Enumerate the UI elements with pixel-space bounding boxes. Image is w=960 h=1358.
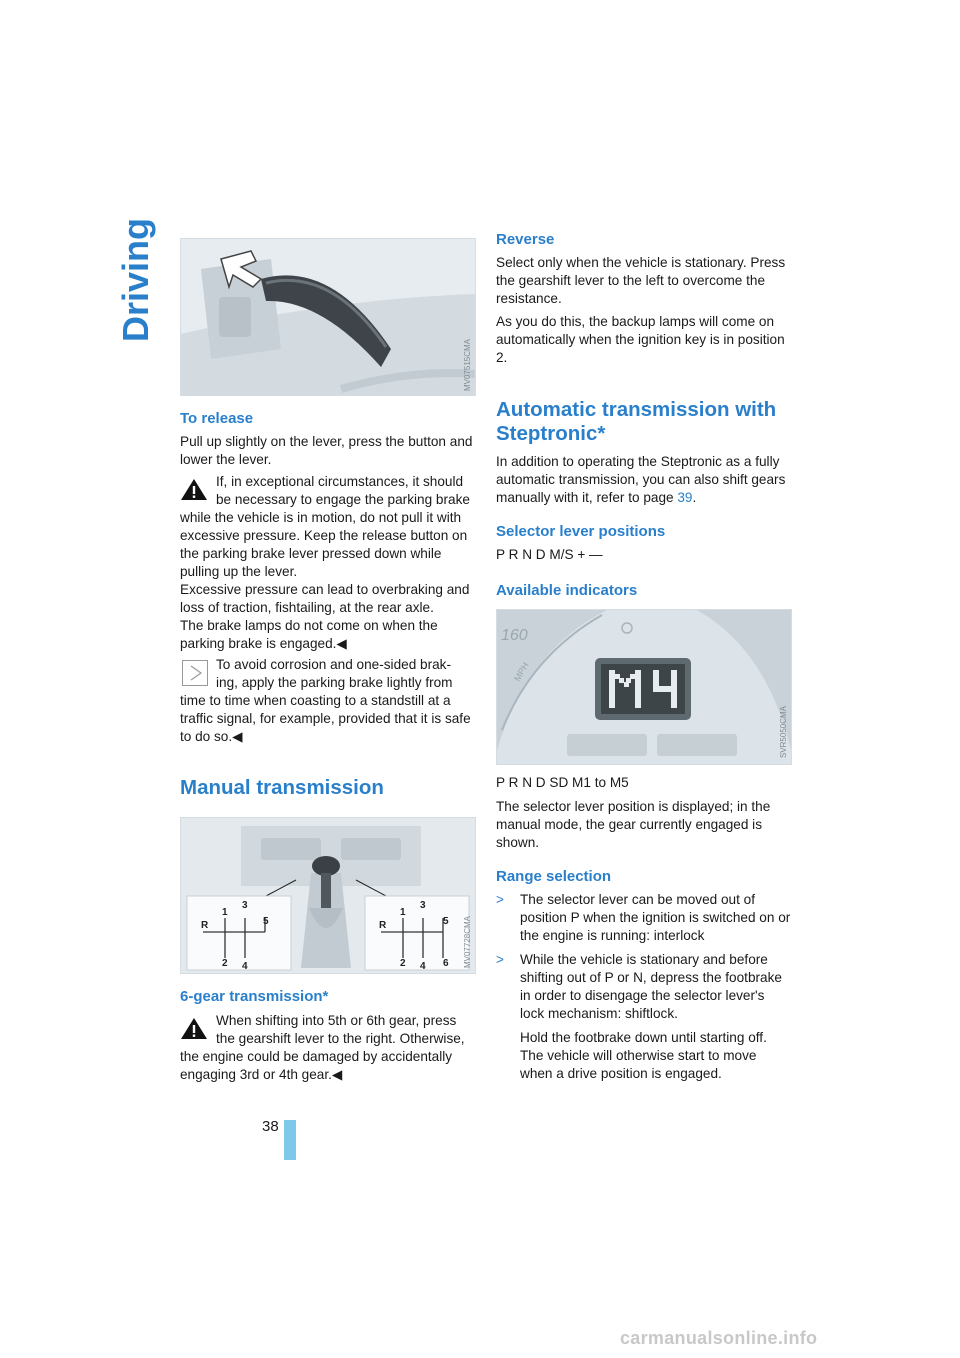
indicator-display-figure [496,609,792,765]
shift-right-4: 4 [420,961,426,972]
shift-right-3: 3 [420,900,426,911]
note-icon [182,660,208,686]
note-line: To avoid corrosion and one-sided brak- [216,657,452,672]
warning-line: engaging 3rd or 4th gear.◀ [180,1067,343,1082]
indicator-description: The selector lever position is displayed; in the manual mode, the gear currently engaged is shown. [496,799,771,850]
list-item [496,891,792,945]
bullet-marker: > [496,892,504,907]
warning-line: parking brake is engaged.◀ [180,636,347,651]
automatic-text-main: In addition to operating the Steptronic as a fully automatic transmission, you can also shift gears manually with it, refer to page [496,454,786,505]
bullet-text: Hold the footbrake down until starting off. The vehicle will otherwise start to move when a drive position is engaged. [520,1030,767,1081]
shift-left-3: 3 [242,900,248,911]
shift-right-5: 5 [443,916,449,927]
page-number: 38 [262,1118,279,1135]
range-list [496,891,792,1083]
shift-left-5: 5 [263,916,269,927]
shift-left-2: 2 [222,958,228,969]
warning-block-1 [180,473,476,653]
note-block-1 [180,656,476,746]
bullet-text: While the vehicle is stationary and before shifting out of P or N, depress the footbrake in order to disengage the selector lever's lock mechanism: shiftlock. [520,952,782,1021]
warning-block-2 [180,1012,476,1084]
shift-left-4: 4 [242,961,248,972]
note-line: ing, apply the parking brake lightly from [216,675,453,690]
automatic-transmission-heading [496,398,796,446]
shift-right-6: 6 [443,958,449,969]
shift-left-r: R [201,920,209,931]
auto-heading-line-2: Steptronic* [496,422,606,445]
warning-line: while the vehicle is in motion, do not pull it with [180,510,462,525]
reverse-heading: Reverse [496,231,555,248]
note-line: traffic signal, for example, provided that it is safe [180,711,471,726]
gearshift-figure [180,817,476,974]
gauge-unit: MPH [512,660,531,683]
page-link[interactable]: 39 [677,490,693,505]
bullet-marker: > [496,952,504,967]
shift-right-2: 2 [400,958,406,969]
side-title-text: Driving [115,217,156,342]
shift-left-1: 1 [222,907,228,918]
bullet-text: The selector lever can be moved out of position P when the ignition is switched on or the engine is running: interlock [520,892,791,943]
manual-transmission-heading: Manual transmission [180,776,384,799]
section-side-title [112,217,162,342]
six-gear-heading: 6-gear transmission* [180,988,329,1005]
warning-line: excessive pressure. Keep the release button on [180,528,468,543]
note-line: time to time when coasting to a standstill at a [180,693,451,708]
shift-right-r: R [379,920,387,931]
available-indicators-heading: Available indicators [496,582,638,599]
gauge-number: 160 [501,627,528,644]
warning-line: the engine could be damaged by accidentally [180,1049,453,1064]
to-release-heading: To release [180,410,254,427]
warning-line: the gearshift lever to the right. Otherwise, [216,1031,465,1046]
warning-line: Excessive pressure can lead to overbraking and [180,582,470,597]
reverse-text-2: As you do this, the backup lamps will come on automatically when the ignition key is in position 2. [496,314,785,365]
shift-right-1: 1 [400,907,406,918]
list-item [496,951,792,1023]
figure-code: MV07728CMA [463,916,472,969]
parking-brake-figure [180,238,476,396]
warning-line: If, in exceptional circumstances, it should [216,474,464,489]
page-bar [284,1120,296,1160]
footer-watermark: carmanualsonline.info [620,1328,818,1348]
selector-positions-heading: Selector lever positions [496,523,666,540]
warning-line: pulling up the lever. [180,564,298,579]
figure-code: MV07515CMA [463,339,472,392]
warning-line: loss of traction, fishtailing, at the rear axle. [180,600,434,615]
to-release-text: Pull up slightly on the lever, press the button and lower the lever. [180,434,473,467]
reverse-text-1: Select only when the vehicle is stationary. Press the gearshift lever to the left to overcome the resistance. [496,255,786,306]
warning-icon [180,477,208,501]
indicator-values: P R N D SD M1 to M5 [496,775,629,790]
auto-heading-line-1: Automatic transmission with [496,398,777,421]
warning-line: be necessary to engage the parking brake [216,492,470,507]
automatic-text-end: . [692,490,697,505]
range-selection-heading: Range selection [496,868,612,885]
warning-line: When shifting into 5th or 6th gear, press [216,1013,457,1028]
warning-line: the parking brake lever pressed down while [180,546,442,561]
warning-line: The brake lamps do not come on when the [180,618,438,633]
figure-code: SVR5050CMA [779,706,788,759]
note-line: to do so.◀ [180,729,243,744]
warning-icon [180,1016,208,1040]
selector-positions-text: P R N D M/S + — [496,547,603,562]
automatic-text [496,453,792,507]
list-item-continuation [496,1029,792,1083]
